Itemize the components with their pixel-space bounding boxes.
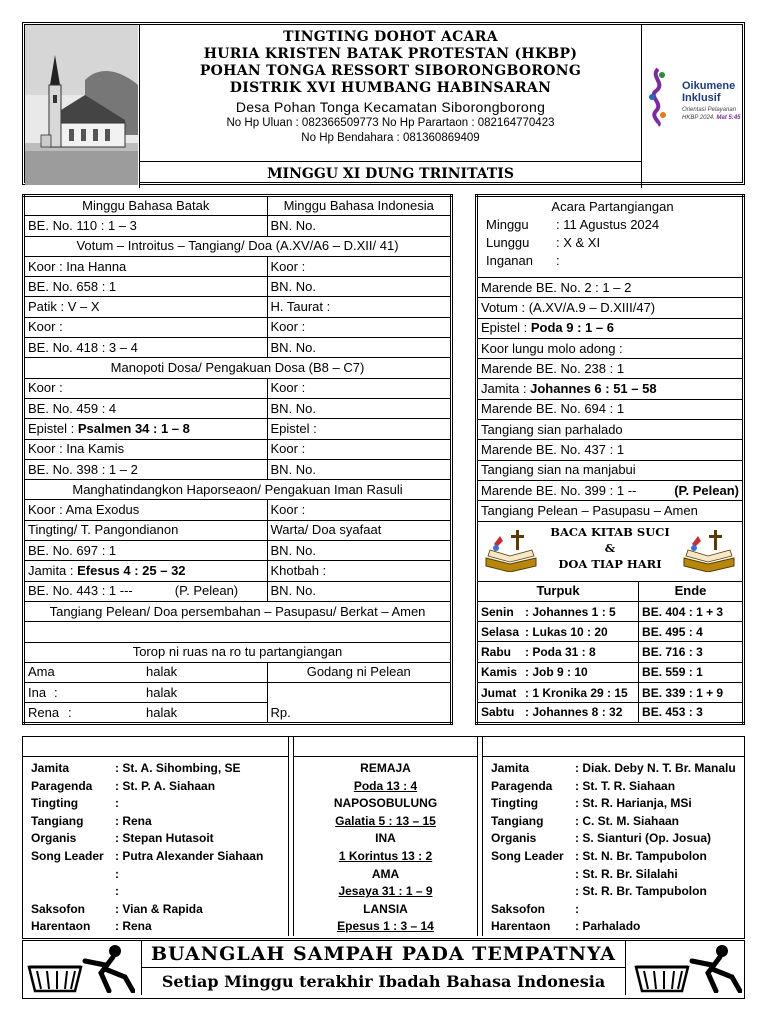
cell: Tingting/ T. Pangondianon — [24, 520, 268, 540]
acara-row — [477, 379, 744, 399]
group-label: REMAJA — [360, 761, 411, 775]
jamita-ref: Efesus 4 : 25 – 32 — [77, 562, 186, 578]
schedule-row — [483, 778, 744, 796]
acara-table — [475, 194, 745, 725]
schedule-row — [23, 795, 288, 813]
reading-ref: Poda 13 : 4 — [353, 778, 418, 793]
reading: : Poda 31 : 8 — [525, 645, 596, 660]
schedule-row — [483, 760, 744, 778]
schedule-row — [23, 866, 288, 884]
cell: BE. No. 459 : 4 — [24, 398, 268, 418]
halak-label: halak — [146, 704, 178, 720]
footer-box — [22, 940, 745, 999]
daily-ende: BE. 716 : 3 — [639, 642, 744, 662]
schedule-row — [23, 813, 288, 831]
cell: BN. No. — [267, 338, 451, 358]
cell: Warta/ Doa syafaat — [267, 520, 451, 540]
acara-row — [477, 318, 744, 338]
header-phone: No Hp Uluan : 082366509773 No Hp Parartaon : 082164770423 — [226, 117, 555, 129]
cell: BE. No. 658 : 1 — [24, 277, 268, 297]
acara-row: Tangiang Pelean – Pasupasu – Amen — [477, 501, 744, 521]
acara-row — [477, 480, 744, 500]
role-value: : — [115, 884, 119, 899]
role-label: Paragenda — [491, 778, 553, 793]
cell: Koor : — [24, 378, 268, 398]
cell: BE. No. 110 : 1 – 3 — [24, 216, 268, 236]
torop-row: Torop ni ruas na ro tu partangiangan — [24, 642, 452, 662]
manopoti-row: Manopoti Dosa/ Pengakuan Dosa (B8 – C7) — [24, 358, 452, 378]
cell: BN. No. — [267, 541, 451, 561]
acara-box — [477, 196, 744, 278]
halak-label: halak — [146, 684, 178, 700]
halak-label: halak — [146, 664, 178, 680]
daily-ende: BE. 339 : 1 + 9 — [639, 683, 744, 703]
schedule-mid — [293, 737, 478, 936]
group-label: NAPOSOBULUNG — [333, 796, 438, 811]
baca-title: DOA TIAP HARI — [558, 556, 662, 571]
daily-row — [477, 662, 639, 682]
cell: Koor : — [267, 439, 451, 459]
schedule-row — [23, 918, 288, 936]
group-label: INA — [375, 831, 396, 846]
role-value: : Rena — [115, 813, 152, 828]
acara-row: Votum : (A.XV/A.9 – D.XIII/47) — [477, 298, 744, 318]
acara-row: Tangiang sian na manjabui — [477, 460, 744, 480]
jamita-label: Jamita : — [28, 562, 78, 578]
role-label: Harentaon — [31, 919, 91, 934]
colon: : — [68, 704, 72, 720]
schedule-box — [22, 736, 745, 939]
day: Rabu — [481, 645, 511, 660]
reading: : 1 Kronika 29 : 15 — [525, 685, 628, 700]
role-value: : Parhalado — [575, 919, 641, 934]
logo-sub: Orientasi Pelayanan — [682, 107, 737, 113]
header-phone: No Hp Bendahara : 081360869409 — [301, 132, 480, 144]
role-value: : St. N. Br. Tampubolon — [575, 848, 707, 863]
schedule-row — [483, 848, 744, 866]
reading: : Johannes 1 : 5 — [525, 604, 616, 619]
jamita-label: Jamita : — [481, 381, 531, 397]
schedule-row — [483, 883, 744, 901]
schedule-row — [483, 918, 744, 936]
marende-399: Marende BE. No. 399 : 1 -- — [481, 482, 637, 498]
footer-line2: Setiap Minggu terakhir Ibadah Bahasa Indonesia — [141, 968, 626, 995]
logo-sub: HKBP 2024. — [682, 115, 715, 121]
col-head-batak: Minggu Bahasa Batak — [24, 196, 268, 216]
schedule-right — [482, 737, 744, 936]
role-value: : Vian & Rapida — [115, 901, 203, 916]
haporseaon-row: Manghatindangkon Haporseaon/ Pengakuan Iman Rasuli — [24, 480, 452, 500]
schedule-row — [483, 795, 744, 813]
lunggu-value: : X & XI — [556, 235, 601, 250]
cell — [24, 662, 268, 682]
acara-row: Tangiang sian parhalado — [477, 420, 744, 440]
role-label: Jamita — [491, 761, 530, 775]
schedule-row — [23, 901, 288, 919]
church-photo — [25, 25, 140, 188]
cell: Koor : Ama Exodus — [24, 500, 268, 520]
role-value: : Rena — [115, 919, 152, 934]
cell — [24, 703, 268, 723]
p-pelean: (P. Pelean) — [674, 482, 739, 498]
header-line: DISTRIK XVI HUMBANG HABINSARAN — [229, 80, 552, 96]
daily-ende: BE. 495 : 4 — [639, 622, 744, 642]
ama-label: Ama — [28, 664, 55, 680]
day: Jumat — [481, 685, 517, 700]
cell: Koor : Ina Hanna — [24, 256, 268, 276]
epistel-label: Epistel : — [481, 320, 531, 336]
be-443: BE. No. 443 : 1 --- — [28, 583, 133, 599]
daily-row — [477, 642, 639, 662]
schedule-row — [23, 883, 288, 901]
daily-row — [477, 683, 639, 703]
role-value: : Putra Alexander Siahaan — [115, 848, 264, 863]
cell: H. Taurat : — [267, 297, 451, 317]
daily-ende: BE. 559 : 1 — [639, 662, 744, 682]
day: Senin — [481, 604, 514, 619]
liturgy-table — [22, 194, 453, 725]
role-label: Organis — [491, 831, 537, 846]
role-label: Harentaon — [491, 919, 551, 934]
logo-icon — [648, 67, 668, 127]
cell: Patik : V – X — [24, 297, 268, 317]
header-line: POHAN TONGA RESSORT SIBORONGBORONG — [199, 63, 582, 79]
role-value: : — [115, 796, 119, 811]
role-value: : Stepan Hutasoit — [115, 831, 214, 846]
p-pelean: (P. Pelean) — [174, 583, 239, 599]
sunday-title: MINGGU XI DUNG TRINITATIS — [140, 161, 642, 188]
role-label: Paragenda — [31, 778, 93, 793]
minggu-label: Minggu — [486, 217, 529, 232]
pelean-row: Tangiang Pelean/ Doa persembahan – Pasupasu/ Berkat – Amen — [24, 601, 452, 621]
role-value: : St. T. R. Siahaan — [575, 778, 676, 793]
jamita-ref: Johannes 6 : 51 – 58 — [530, 381, 657, 397]
epistel-ref: Psalmen 34 : 1 – 8 — [77, 420, 190, 436]
epistel-label: Epistel : — [28, 420, 78, 436]
cell: BN. No. — [267, 581, 451, 601]
rp-cell: Rp. — [267, 683, 451, 724]
votum-row: Votum – Introitus – Tangiang/ Doa (A.XV/A6 – D.XII/ 41) — [24, 236, 452, 256]
role-value: : St. R. Harianja, MSi — [575, 796, 692, 811]
church-icon — [25, 25, 138, 185]
cell: Koor : — [267, 317, 451, 337]
day: Kamis — [481, 665, 518, 680]
role-value: : St. R. Br. Silalahi — [575, 866, 678, 881]
group-label: AMA — [371, 866, 400, 881]
inganan-value: : — [556, 253, 560, 268]
daily-row — [477, 622, 639, 642]
acara-title: Acara Partangiangan — [551, 199, 674, 214]
role-value: : St. R. Br. Tampubolon — [575, 884, 707, 899]
daily-row — [477, 601, 639, 621]
baca-amp: & — [604, 540, 616, 555]
godang-label: Godang ni Pelean — [267, 662, 451, 682]
col-head-indonesia: Minggu Bahasa Indonesia — [267, 196, 451, 216]
cell: BE. No. 418 : 3 – 4 — [24, 338, 268, 358]
header-line: TINGTING DOHOT ACARA — [283, 29, 498, 45]
daily-ende: BE. 404 : 1 + 3 — [639, 601, 744, 621]
schedule-row — [483, 866, 744, 884]
acara-row: Marende BE. No. 437 : 1 — [477, 440, 744, 460]
lunggu-label: Lunggu — [486, 235, 530, 250]
schedule-row — [23, 848, 288, 866]
logo-title: Oikumene — [682, 80, 736, 92]
reading-ref: Galatia 5 : 13 – 15 — [335, 813, 436, 828]
cell — [24, 581, 268, 601]
cell: Koor : — [267, 256, 451, 276]
role-label: Song Leader — [491, 848, 564, 863]
day: Selasa — [481, 624, 520, 639]
cell: BE. No. 398 : 1 – 2 — [24, 459, 268, 479]
daily-row — [477, 703, 639, 723]
cell — [24, 561, 268, 581]
trash-icon — [25, 943, 135, 993]
cell: Epistel : — [267, 419, 451, 439]
schedule-row — [483, 830, 744, 848]
acara-row: Koor lungu molo adong : — [477, 338, 744, 358]
acara-row: Marende BE. No. 238 : 1 — [477, 359, 744, 379]
role-label: Tangiang — [31, 813, 84, 828]
reading-ref: Epesus 1 : 3 – 14 — [337, 919, 434, 934]
schedule-row — [483, 901, 744, 919]
ina-label: Ina — [28, 684, 47, 700]
trash-icon — [632, 943, 742, 993]
rena-label: Rena — [28, 704, 60, 720]
role-label: Jamita — [31, 761, 70, 775]
schedule-row — [483, 813, 744, 831]
role-value: : St. P. A. Siahaan — [115, 778, 216, 793]
role-label: Saksofon — [491, 901, 546, 916]
role-label: Saksofon — [31, 901, 86, 916]
cell: BE. No. 697 : 1 — [24, 541, 268, 561]
cell: BN. No. — [267, 216, 451, 236]
ende-head: Ende — [639, 581, 744, 601]
schedule-row — [23, 760, 288, 778]
cell: BN. No. — [267, 398, 451, 418]
daily-ende: BE. 453 : 3 — [639, 703, 744, 723]
cell: Koor : — [267, 378, 451, 398]
cell: Koor : Ina Kamis — [24, 439, 268, 459]
oikumene-logo — [642, 25, 748, 188]
cell — [24, 419, 268, 439]
bible-icon — [682, 528, 736, 572]
role-label: Tangiang — [491, 813, 544, 828]
baca-box — [477, 521, 744, 581]
minggu-value: : 11 Agustus 2024 — [556, 217, 660, 232]
acara-row: Marende BE. No. 694 : 1 — [477, 399, 744, 419]
empty-row — [24, 622, 452, 642]
role-label: Tingting — [31, 796, 79, 811]
reading-ref: Jesaya 31 : 1 – 9 — [338, 884, 433, 899]
bible-icon — [484, 528, 538, 572]
cell: Khotbah : — [267, 561, 451, 581]
colon: : — [54, 684, 58, 700]
epistel-ref: Poda 9 : 1 – 6 — [530, 320, 614, 336]
role-value: : C. St. M. Siahaan — [575, 813, 680, 828]
header-address: Desa Pohan Tonga Kecamatan Siborongborong — [235, 99, 546, 115]
cell: Koor : — [24, 317, 268, 337]
logo-verse: Mat 5:45 — [716, 115, 741, 121]
role-label: Organis — [31, 831, 77, 846]
role-value: : St. A. Sihombing, SE — [115, 761, 241, 775]
cell — [24, 683, 268, 703]
day: Sabtu — [481, 705, 515, 720]
cell: Koor : — [267, 500, 451, 520]
reading: : Job 9 : 10 — [525, 665, 588, 680]
cell: BN. No. — [267, 277, 451, 297]
schedule-row — [23, 778, 288, 796]
acara-row: Marende BE. No. 2 : 1 – 2 — [477, 278, 744, 298]
logo-title: Inklusif — [682, 92, 721, 104]
schedule-row — [23, 830, 288, 848]
role-value: : S. Sianturi (Op. Josua) — [575, 831, 712, 846]
header-line: HURIA KRISTEN BATAK PROTESTAN (HKBP) — [203, 46, 578, 62]
reading: : Johannes 8 : 32 — [525, 705, 623, 720]
cell: BN. No. — [267, 459, 451, 479]
schedule-left — [23, 737, 289, 936]
group-label: LANSIA — [363, 901, 408, 916]
baca-title: BACA KITAB SUCI — [550, 524, 670, 539]
role-label: Song Leader — [31, 848, 104, 863]
role-value: : Diak. Deby N. T. Br. Manalu — [575, 761, 736, 775]
role-label: Tingting — [491, 796, 539, 811]
turpuk-head: Turpuk — [477, 581, 639, 601]
role-value: : — [115, 866, 119, 881]
reading-ref: 1 Korintus 13 : 2 — [338, 848, 433, 863]
header-text — [140, 25, 642, 161]
inganan-label: Inganan — [486, 253, 533, 268]
role-value: : — [575, 901, 579, 916]
footer-line1: BUANGLAH SAMPAH PADA TEMPATNYA — [141, 941, 626, 968]
header-box — [22, 22, 745, 185]
reading: : Lukas 10 : 20 — [525, 624, 608, 639]
